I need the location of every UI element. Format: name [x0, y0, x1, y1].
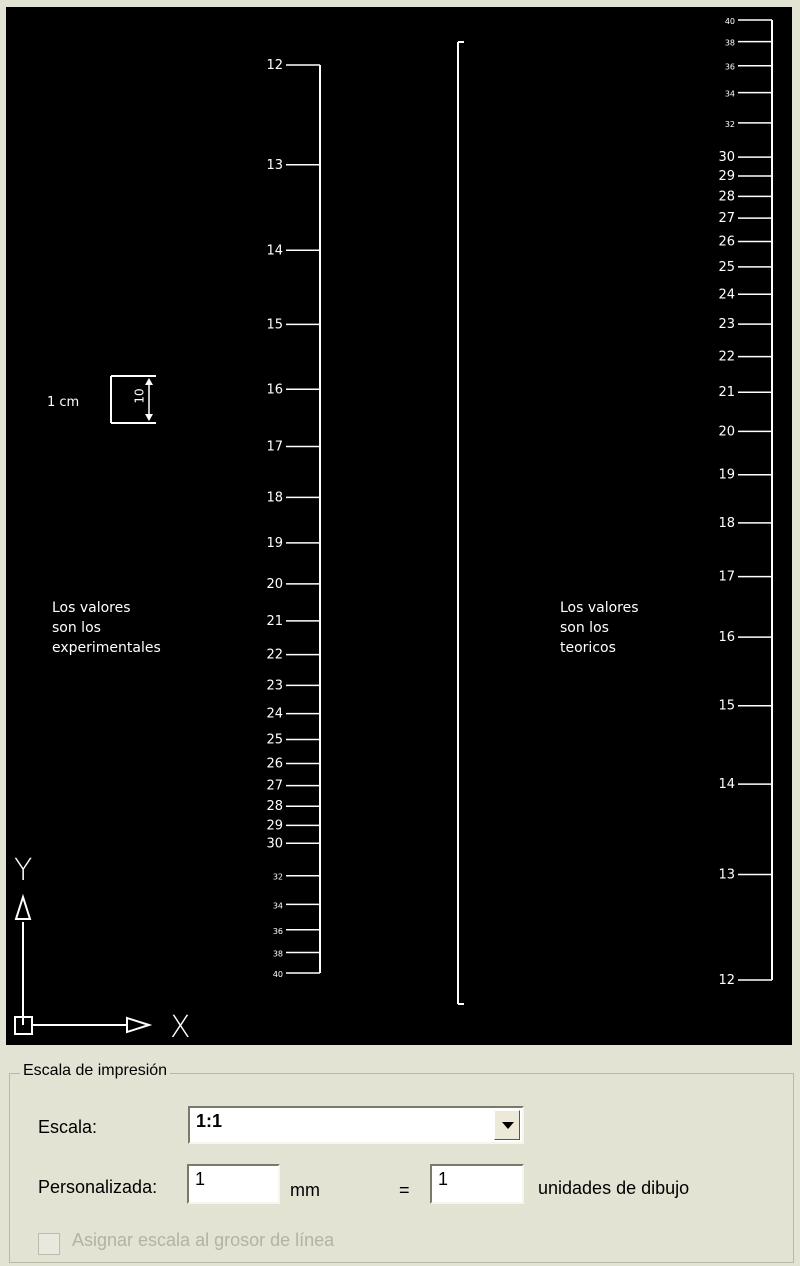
scale-tick-label: 36: [724, 62, 735, 72]
scale-tick-label: 34: [272, 901, 283, 911]
scale-tick-label: 25: [266, 732, 283, 748]
scale-tick-label: 24: [718, 287, 735, 303]
scale-tick-label: 29: [718, 169, 735, 185]
scale-tick-label: 17: [718, 569, 735, 585]
print-scale-legend: Escala de impresión: [20, 1062, 170, 1080]
equals-sign: =: [399, 1180, 410, 1200]
scale-tick-label: 23: [718, 317, 735, 333]
scale-tick-label: 17: [266, 439, 283, 455]
scale-tick-label: 21: [266, 613, 283, 629]
scale-tick-label: 38: [272, 949, 283, 959]
scale-reference-label: 1 cm: [47, 395, 80, 410]
scale-tick-label: 18: [718, 515, 735, 531]
scale-tick-label: 13: [266, 157, 283, 173]
scale-tick-label: 14: [266, 243, 283, 259]
scale-tick-label: 12: [718, 973, 735, 988]
scale-tick-label: 36: [272, 926, 283, 936]
drawing-units-input[interactable]: 1: [430, 1164, 524, 1204]
scale-tick-label: 27: [718, 211, 735, 227]
scale-tick-label: 22: [718, 349, 735, 365]
y-axis-label: Y: [14, 853, 33, 888]
scale-tick-label: 30: [266, 836, 283, 852]
scale-tick-label: 38: [724, 38, 735, 48]
scale-tick-label: 23: [266, 678, 283, 694]
scale-tick-label: 30: [718, 150, 735, 166]
scale-tick-label: 20: [266, 576, 283, 592]
scale-tick-label: 29: [266, 818, 283, 834]
scale-tick-label: 13: [718, 867, 735, 883]
scale-tick-label: 14: [718, 777, 735, 793]
scale-tick-label: 40: [724, 17, 735, 26]
scale-tick-label: 12: [266, 58, 283, 73]
ucs-icon: [15, 897, 149, 1034]
scale-tick-label: 21: [718, 385, 735, 401]
scale-tick-label: 40: [272, 970, 283, 979]
scale-tick-label: 22: [266, 647, 283, 663]
mm-input[interactable]: 1: [187, 1164, 280, 1204]
scale-tick-label: 15: [718, 698, 735, 714]
scale-tick-label: 16: [266, 382, 283, 398]
scale-tick-label: 25: [718, 259, 735, 275]
scale-select[interactable]: [188, 1106, 524, 1144]
scale-select-value: 1:1: [196, 1111, 223, 1131]
scale-tick-label: 28: [718, 189, 735, 205]
experimental-note: Los valores son los experimentales: [52, 600, 161, 656]
drawing-units-label: unidades de dibujo: [538, 1178, 690, 1198]
dimension-value: 10: [132, 388, 147, 404]
scale-label: Escala:: [38, 1117, 98, 1137]
scale-tick-label: 20: [718, 424, 735, 440]
scale-tick-label: 16: [718, 630, 735, 646]
scales-drawing: [6, 7, 792, 1045]
custom-label: Personalizada:: [38, 1177, 158, 1197]
scale-lineweights-label: Asignar escala al grosor de línea: [72, 1230, 335, 1250]
chevron-down-icon[interactable]: [494, 1110, 520, 1140]
scale-tick-label: 18: [266, 490, 283, 506]
scale-tick-label: 32: [724, 119, 735, 129]
scale-tick-label: 28: [266, 799, 283, 815]
drawing-viewport[interactable]: [6, 7, 792, 1045]
scale-tick-label: 26: [266, 756, 283, 772]
scale-tick-label: 26: [718, 234, 735, 250]
scale-tick-label: 34: [724, 89, 735, 99]
scale-tick-label: 32: [272, 872, 283, 882]
experimental-scale: [266, 58, 320, 979]
scale-tick-label: 24: [266, 706, 283, 722]
scale-tick-label: 19: [718, 467, 735, 483]
mm-unit-label: mm: [290, 1180, 320, 1200]
scale-lineweights-checkbox[interactable]: [38, 1233, 60, 1255]
theoretical-scale: [718, 17, 772, 988]
x-axis-label: X: [170, 1010, 191, 1045]
scale-tick-label: 15: [266, 317, 283, 333]
scale-tick-label: 27: [266, 778, 283, 794]
scale-tick-label: 19: [266, 535, 283, 551]
theoretical-note: Los valores son los teoricos: [560, 600, 639, 656]
